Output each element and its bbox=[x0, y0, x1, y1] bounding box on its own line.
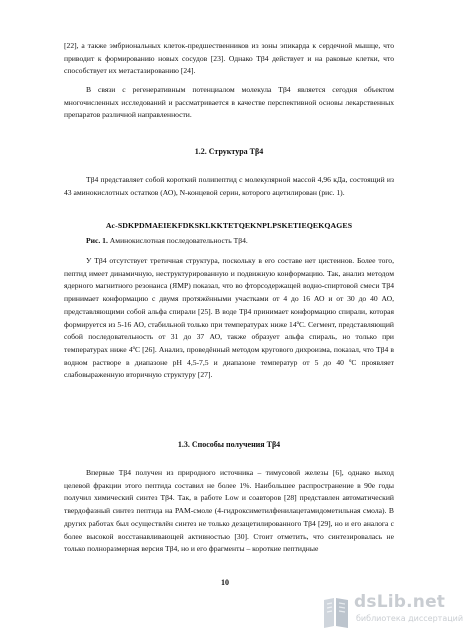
watermark-logo-icon bbox=[320, 594, 352, 630]
paragraph-structure-description: Tβ4 представляет собой короткий полипептид с молекулярной массой 4,96 кДа, состоящий из 43 аминокислотных остатков (АО), N-концевой серин, которого ацетилирован (рис. 1). bbox=[64, 175, 394, 197]
watermark-subtitle: библиотека диссертаций bbox=[356, 614, 463, 623]
paragraph-intro-continued: [22], а также эмбриональных клеток-предшественников из зоны эпикарда к сердечной мышце, что приводит к формированию новых сосудов [23]. Однако Tβ4 действует и на раковые клетки, что способствует их метастазированию [24]. bbox=[64, 41, 394, 76]
section-heading-methods: 1.3. Способы получения Tβ4 bbox=[177, 440, 281, 449]
figure-caption-text: Аминокислотная последовательность Tβ4. bbox=[107, 236, 248, 245]
paragraph-conformation: У Tβ4 отсутствует третичная структура, поскольку в его составе нет цистеинов. Более того, пептид имеет динамичную, неструктурированную и подвижную конформацию. Так, анализ методом ядерного магнитного резонанса (ЯМР) показал, что во фторсодержащей водно-спиртовой смеси Tβ4 принимает конформацию с двумя протяжёнными участками от 4 до 16 АО и от 30 до 40 АО, представляющими собой альфа спирали [25]. В воде Tβ4 принимает конформацию спирали, которая формируется из 5-16 АО, стабильной только при температурах ниже 14ºС. Сегмент, представляющий собой последовательность от 31 до 37 АО, также образует альфа спираль, но только при температурах ниже 4ºС [26]. Анализ, проведённый методом кругового дихроизма, показал, что Tβ4 в водном растворе в диапазоне pH 4,5-7,5 и диапазоне температур от 5 до 40 ºС проявляет слабовыраженную вторичную структуру [27]. bbox=[64, 256, 394, 380]
watermark-name: dsLib.net bbox=[354, 592, 446, 612]
figure-caption bbox=[86, 236, 248, 245]
figure-caption-label: Рис. 1. bbox=[86, 236, 108, 245]
paragraph-regenerative-potential: В связи с регенеративным потенциалом молекула Tβ4 является сегодня объектом многочисленных исследований и рассматривается в качестве перспективной основы лекарственных препаратов различной направленности. bbox=[64, 85, 394, 120]
page-number: 10 bbox=[221, 578, 229, 587]
paragraph-production-methods: Впервые Tβ4 получен из природного источника – тимусовой железы [6], однако выход целевой фракции этого пептида составил не более 1%. Наибольшее распространение в 90е годы получил химический синтез Tβ4. Так, в работе Low и соавторов [28] представлен автоматический твердофазный синтез пептида на PAM-смоле (4-гидроксиметилфенилацетамидометильная смола). В других работах был осуществлён синтез не только дезацетилированного Tβ4 [29], но и его аналога с более высокой восстанавливающей активностью [30]. Стоит отметить, что синтезировалась не только полноразмерная версия Tβ4, но и его фрагменты – короткие пептидные bbox=[64, 468, 394, 554]
watermark bbox=[320, 592, 463, 632]
section-heading-structure: 1.2. Структура Tβ4 bbox=[194, 147, 264, 156]
amino-acid-sequence: Ac-SDKPDMAEIEKFDKSKLKKTETQEKNPLPSKETIEQEKQAGES bbox=[105, 221, 353, 230]
